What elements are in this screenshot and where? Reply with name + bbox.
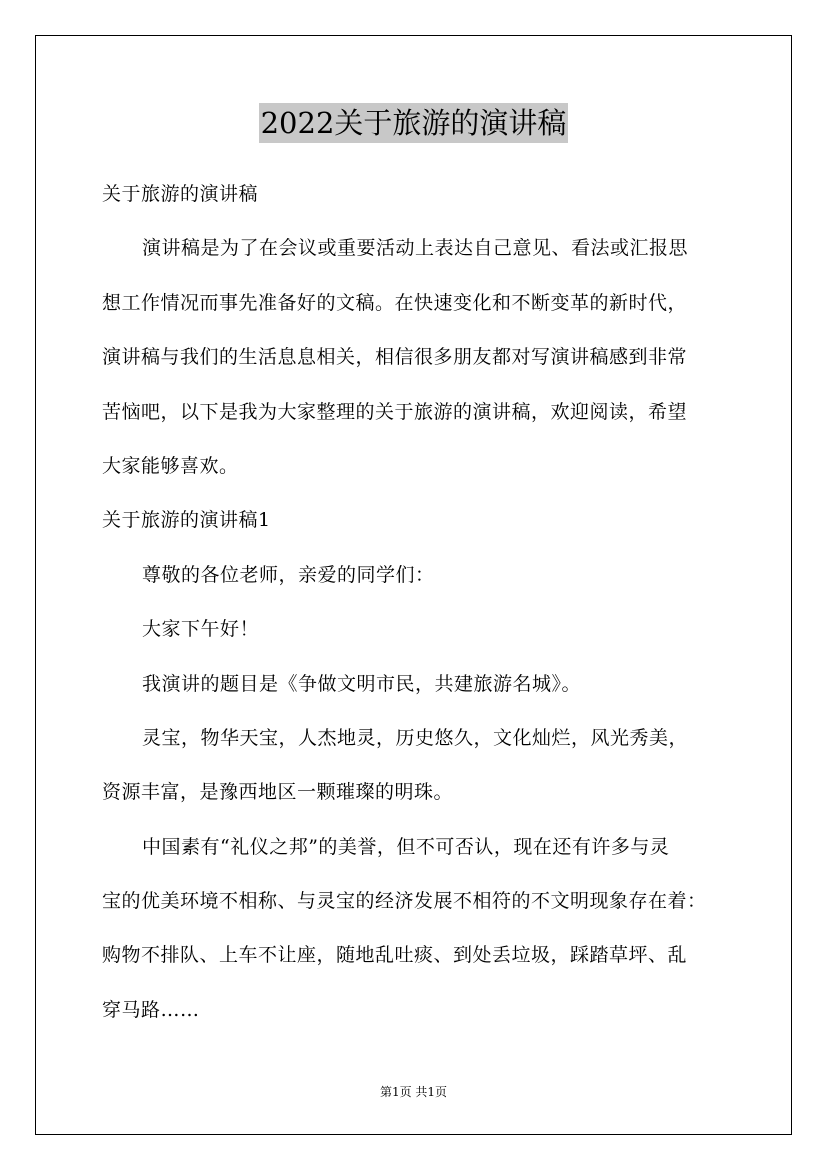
text-line: 灵宝，物华天宝，人杰地灵，历史悠久，文化灿烂，风光秀美，	[142, 726, 689, 749]
page-number: 第1页 共1页	[379, 1085, 448, 1099]
text-line: 想工作情况而事先准备好的文稿。在快速变化和不断变革的新时代，	[102, 291, 688, 314]
text-line: 大家下午好！	[142, 618, 260, 641]
text-line: 宝的优美环境不相称、与灵宝的经济发展不相符的不文明现象存在着：	[102, 890, 707, 913]
text-line: 关于旅游的演讲稿	[102, 183, 259, 205]
document-title: 2022关于旅游的演讲稿	[259, 103, 569, 143]
text-line: 中国素有“礼仪之邦”的美誉，但不可否认，现在还有许多与灵	[142, 835, 670, 858]
text-line: 资源丰富，是豫西地区一颗璀璨的明珠。	[102, 781, 454, 804]
text-line: 演讲稿是为了在会议或重要活动上表达自己意见、看法或汇报思	[142, 237, 689, 260]
text-line: 尊敬的各位老师，亲爱的同学们：	[142, 563, 435, 586]
text-line: 我演讲的题目是《争做文明市民，共建旅游名城》。	[142, 672, 582, 695]
text-line: 大家能够喜欢。	[102, 454, 239, 477]
text-line: 购物不排队、上车不让座，随地乱吐痰、到处丢垃圾，踩踏草坪、乱	[102, 944, 688, 967]
text-line: 演讲稿与我们的生活息息相关，相信很多朋友都对写演讲稿感到非常	[102, 346, 688, 369]
title-container	[0, 103, 827, 143]
text-line: 关于旅游的演讲稿1	[102, 509, 271, 532]
document-body	[102, 174, 732, 1044]
text-line: 穿马路……	[102, 998, 200, 1021]
page-footer	[0, 1082, 827, 1102]
text-line: 苦恼吧，以下是我为大家整理的关于旅游的演讲稿，欢迎阅读，希望	[102, 400, 688, 423]
